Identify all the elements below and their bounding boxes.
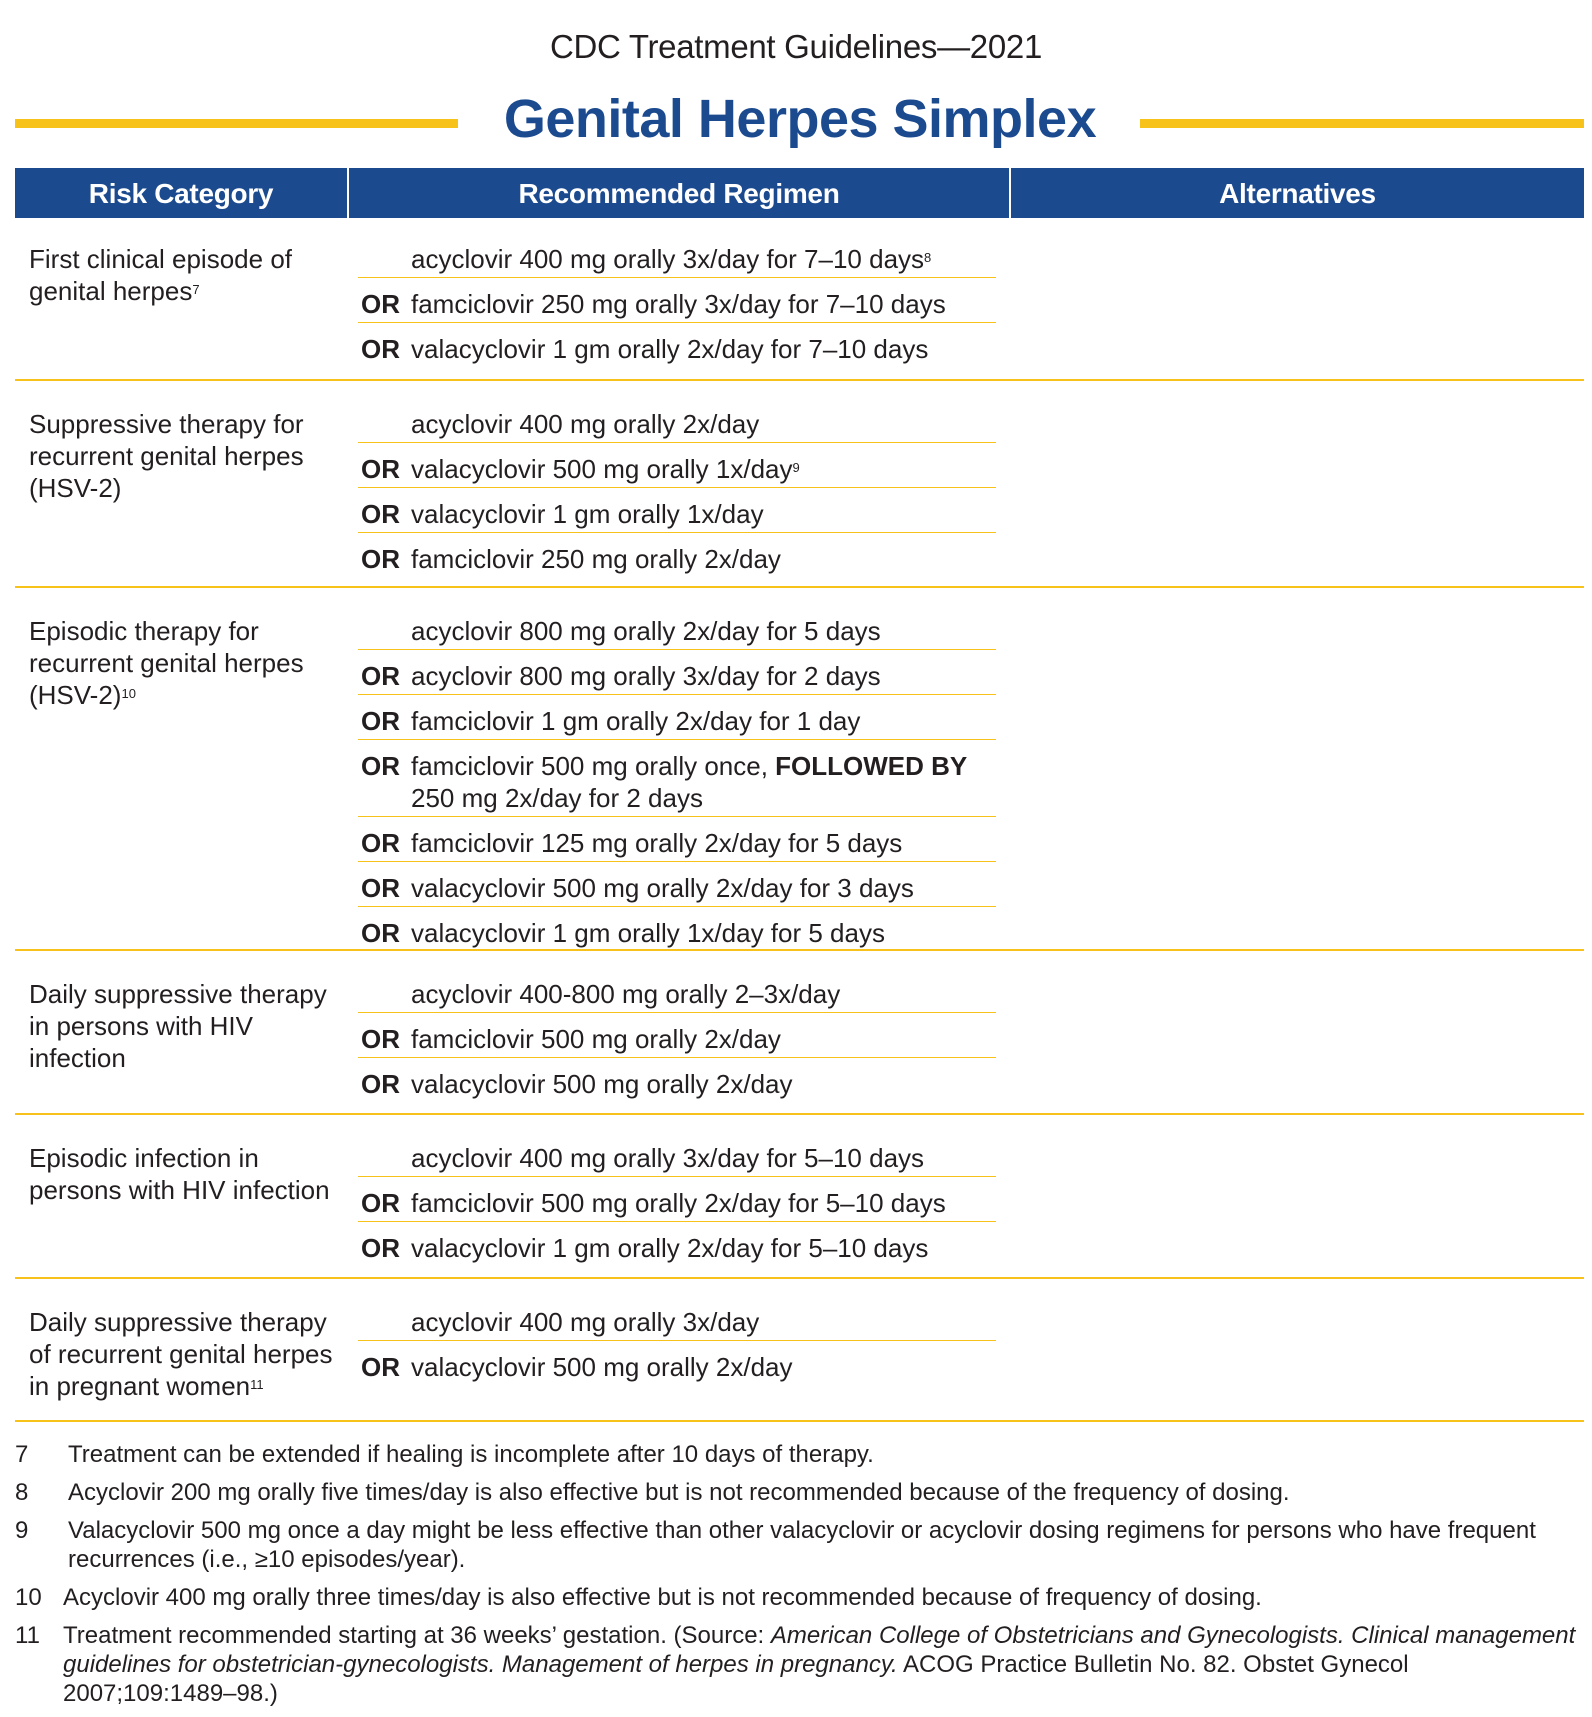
risk-category-cell: Episodic therapy for recurrent genital herpes $(HSV-2)^{10}$: [29, 616, 304, 710]
regimen-item: acyclovir 400 mg orally 3x/day for 7–10 days$^8$: [411, 244, 932, 274]
regimen-item: OR valacyclovir 1 gm orally 2x/day for 7–10 days: [358, 322, 996, 367]
row-divider: [15, 379, 1584, 381]
regimen-item: OR valacyclovir 1 gm orally 1x/day: [358, 487, 996, 532]
regimen-item: OR acyclovir 800 mg orally 3x/day for 2 days: [358, 649, 996, 694]
footnote: 10 Acyclovir 400 mg orally three times/day is also effective but is not recommended because of frequency of dosing.: [15, 1584, 1262, 1611]
column-header-alternatives: Alternatives: [1219, 178, 1376, 209]
row-divider: [15, 1113, 1584, 1115]
regimen-list: [358, 1296, 996, 1385]
title-rule-right: [1140, 119, 1584, 128]
regimen-item: OR valacyclovir 500 mg orally 1x/day$^9$: [358, 442, 996, 487]
regimen-item: OR valacyclovir 500 mg orally 2x/day for 3 days: [358, 861, 996, 906]
footnote: 8 Acyclovir 200 mg orally five times/day is also effective but is not recommended because of the frequency of dosing.: [15, 1479, 1290, 1506]
risk-category-cell: Daily suppressive therapy in persons with HIV infection: [29, 979, 327, 1073]
regimen-item: OR valacyclovir 1 gm orally 1x/day for 5 days: [358, 906, 996, 951]
regimen-item: OR famciclovir 500 mg orally 2x/day: [358, 1012, 996, 1057]
page-title: Genital Herpes Simplex: [503, 89, 1097, 149]
risk-category-cell: First clinical episode of genital herpes$^7$: [29, 244, 292, 306]
regimen-item: OR valacyclovir 1 gm orally 2x/day for 5–10 days: [358, 1221, 996, 1266]
regimen-item: OR famciclovir 125 mg orally 2x/day for 5 days: [358, 816, 996, 861]
regimen-list: [358, 1132, 996, 1266]
row-divider: [15, 1420, 1584, 1422]
footnotes: [15, 1440, 1584, 1717]
footnote: 7 Treatment can be extended if healing is incomplete after 10 days of therapy.: [15, 1441, 874, 1468]
regimen-list: [358, 398, 996, 577]
footnote: 9 Valacyclovir 500 mg once a day might be less effective than other valacyclovir or acyclovir dosing regimens for persons who have frequent recurrences (i.e., ≥10 episodes/year).: [15, 1517, 1536, 1573]
risk-category-cell: Suppressive therapy for recurrent genital herpes (HSV-2): [29, 409, 304, 503]
regimen-list: [358, 233, 996, 367]
risk-category-cell: Daily suppressive therapy of recurrent genital herpes in pregnant women$^{11}$: [29, 1307, 333, 1401]
regimen-item: acyclovir 400-800 mg orally 2–3x/day: [411, 979, 841, 1009]
regimen-list: [358, 968, 996, 1102]
regimen-list: [358, 605, 996, 951]
regimen-item: acyclovir 400 mg orally 3x/day for 5–10 days: [411, 1143, 925, 1173]
title-rule-left: [15, 119, 458, 128]
footnote: 11 Treatment recommended starting at 36 weeks’ gestation. (Source: American College of Obstetricians and Gynecologists. Clinical management guidelines for obstetrician-gynecologists. Management of herpes in pregnancy. ACOG Practice Bulletin No. 82. Obstet Gynecol 2007;109:1489–98.): [15, 1622, 1576, 1707]
column-header-recommended-regimen: Recommended Regimen: [518, 178, 840, 209]
column-header-risk-category: Risk Category: [88, 178, 274, 209]
risk-category-cell: Episodic infection in persons with HIV infection: [29, 1143, 330, 1205]
regimen-item: OR famciclovir 1 gm orally 2x/day for 1 day: [358, 694, 996, 739]
regimen-item: acyclovir 400 mg orally 3x/day: [411, 1307, 760, 1337]
page-header: CDC Treatment Guidelines—2021: [549, 28, 1043, 65]
regimen-item: OR valacyclovir 500 mg orally 2x/day: [358, 1340, 996, 1385]
row-divider: [15, 1277, 1584, 1279]
table-header: [15, 168, 1584, 218]
regimen-item: OR famciclovir 250 mg orally 2x/day: [358, 532, 996, 577]
row-divider: [15, 586, 1584, 588]
regimen-item: OR famciclovir 500 mg orally once, FOLLOWED BY 250 mg 2x/day for 2 days: [358, 739, 996, 816]
row-divider: [15, 949, 1584, 951]
regimen-item: OR valacyclovir 500 mg orally 2x/day: [358, 1057, 996, 1102]
regimen-item: OR famciclovir 250 mg orally 3x/day for 7–10 days: [358, 277, 996, 322]
regimen-item: acyclovir 400 mg orally 2x/day: [411, 409, 760, 439]
regimen-item: OR famciclovir 500 mg orally 2x/day for 5–10 days: [358, 1176, 996, 1221]
regimen-item: acyclovir 800 mg orally 2x/day for 5 days: [411, 616, 881, 646]
